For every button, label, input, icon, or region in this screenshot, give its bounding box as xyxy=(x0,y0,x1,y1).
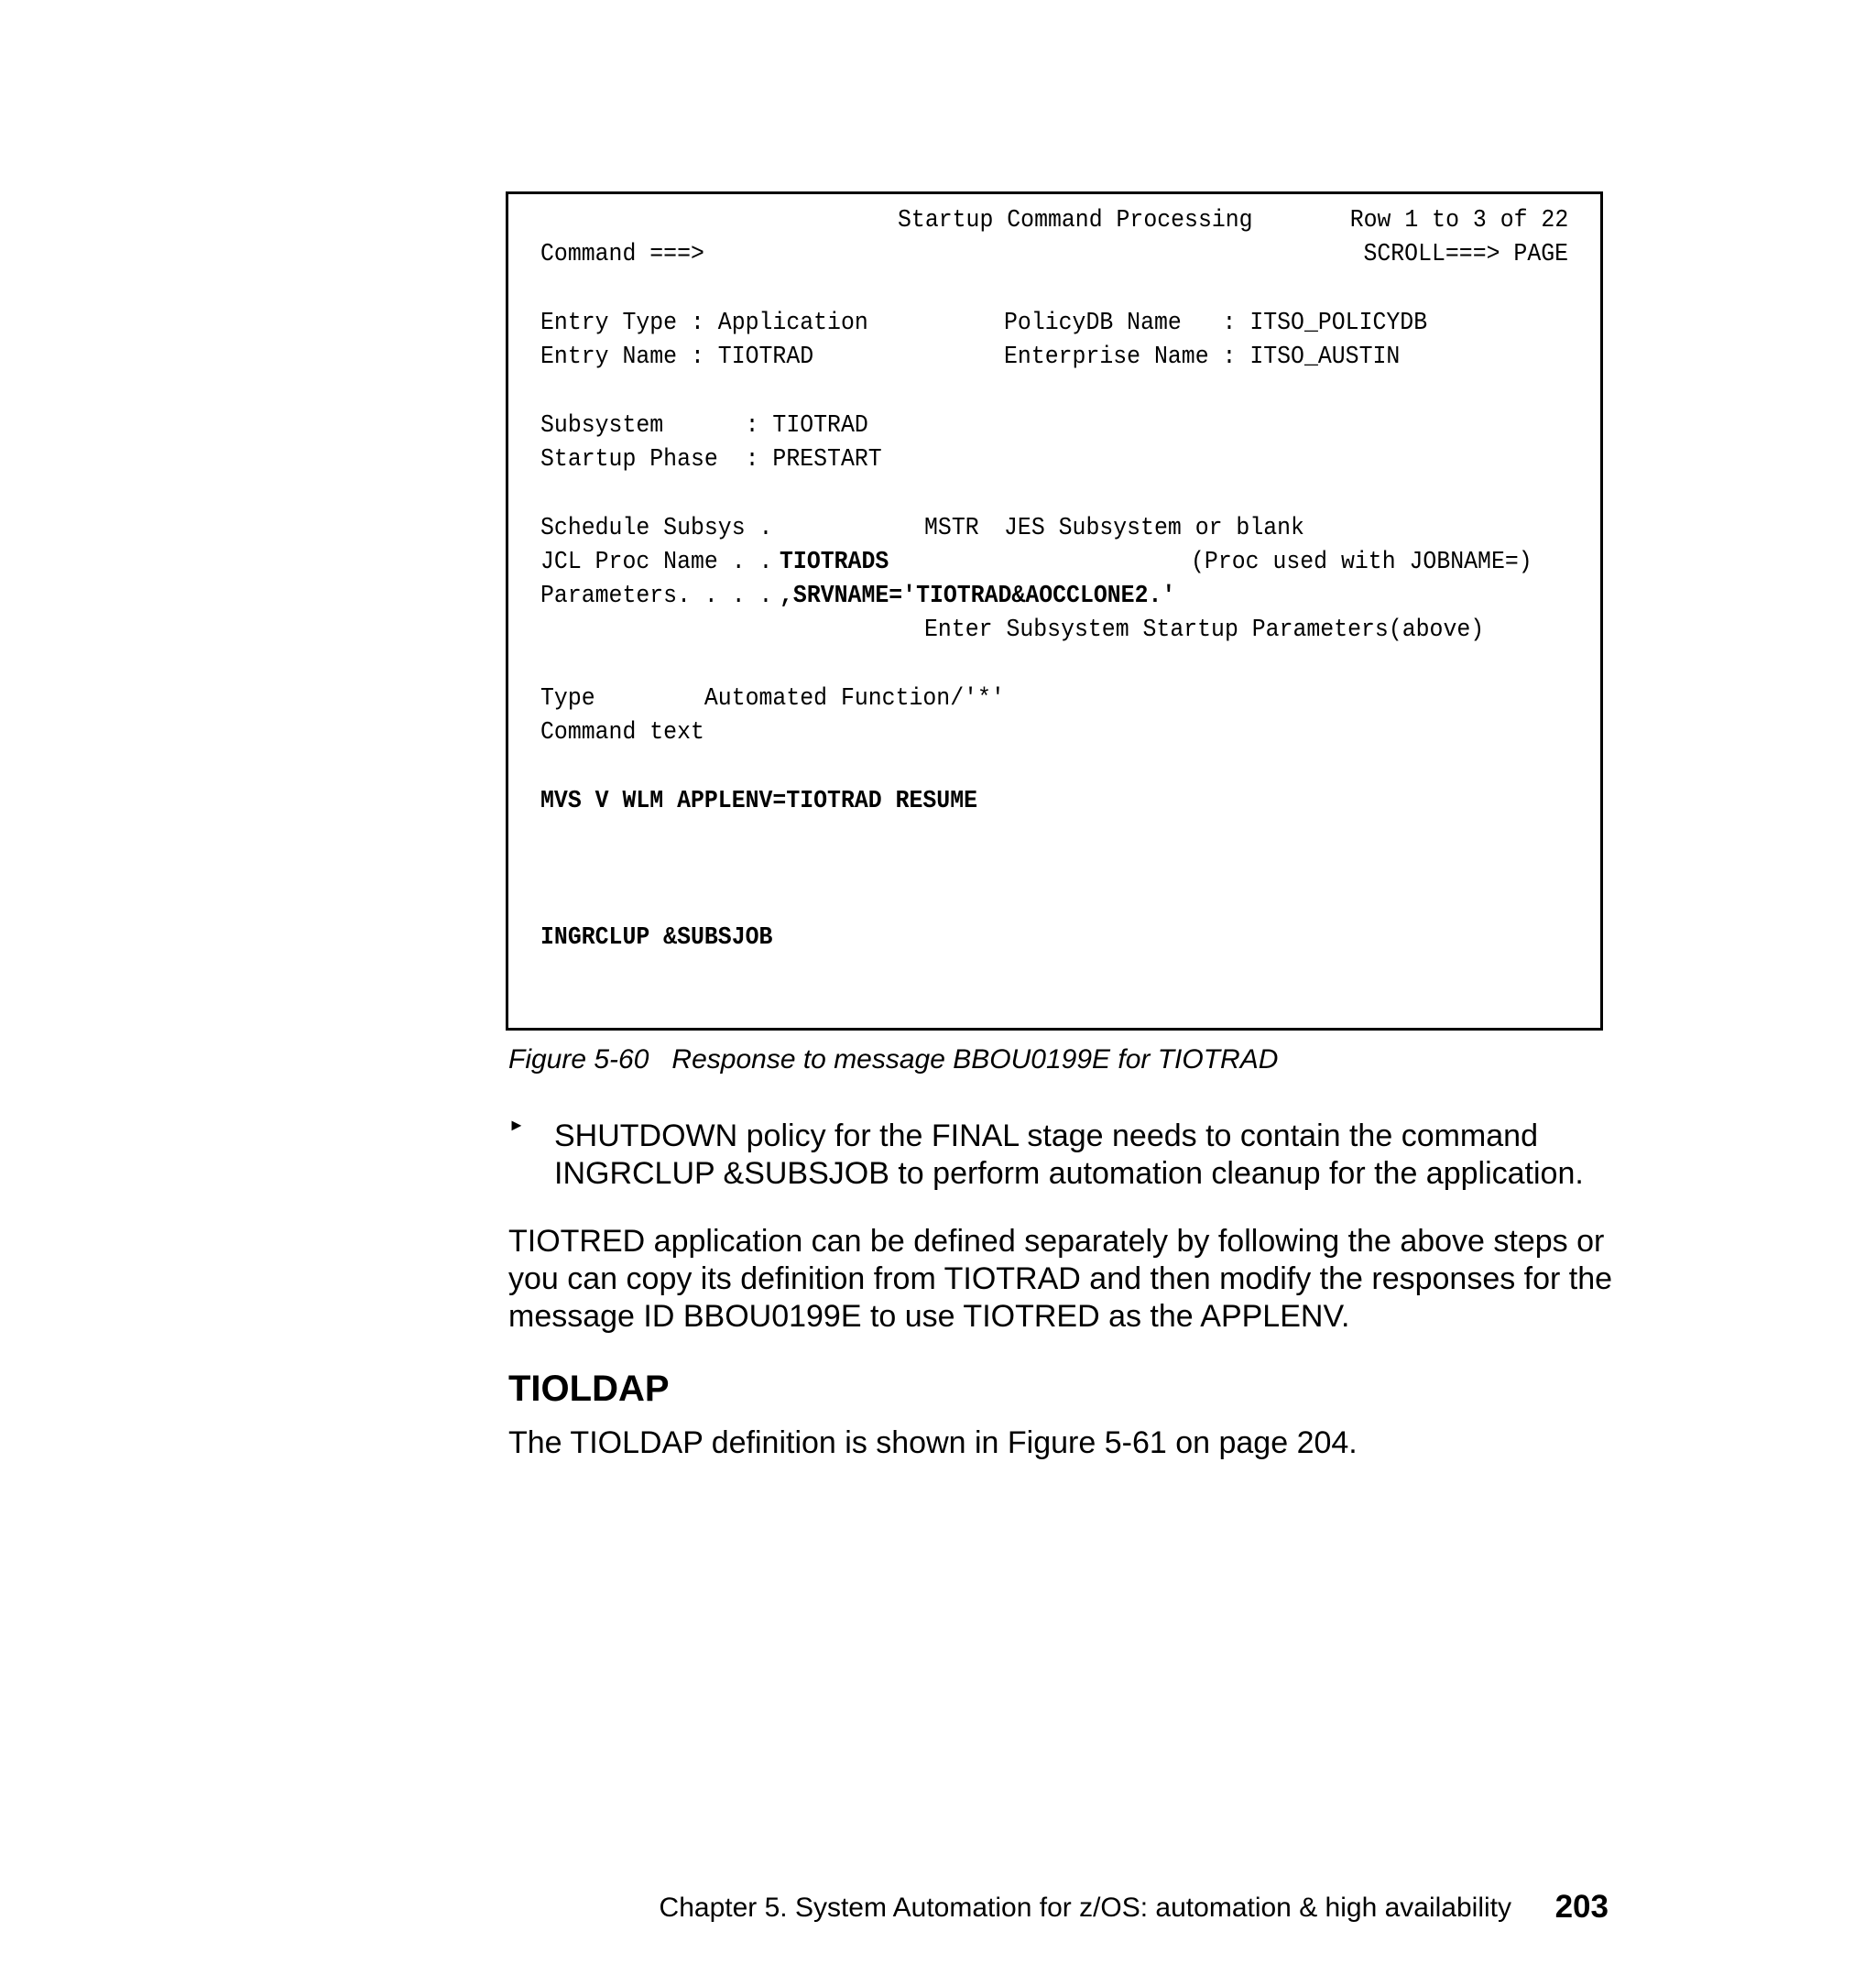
section-heading: TIOLDAP xyxy=(508,1369,670,1409)
parameters-hint: Enter Subsystem Startup Parameters(above) xyxy=(924,617,1485,644)
parameters-value: ,SRVNAME='TIOTRAD&AOCCLONE2.' xyxy=(780,583,1176,610)
screen-title: Startup Command Processing xyxy=(898,207,1253,235)
paragraph-line-3: message ID BBOU0199E to use TIOTRED as the APPLENV. xyxy=(508,1299,1350,1334)
policydb-name: PolicyDB Name : ITSO_POLICYDB xyxy=(1004,310,1428,337)
jcl-proc-hint: (Proc used with JOBNAME=) xyxy=(1191,549,1532,576)
page-number: 203 xyxy=(1554,1889,1609,1925)
section-body: The TIOLDAP definition is shown in Figure 5-61 on page 204. xyxy=(508,1425,1358,1460)
command-line-1: MVS V WLM APPLENV=TIOTRAD RESUME xyxy=(540,788,978,815)
schedule-subsys-hint: JES Subsystem or blank xyxy=(1004,515,1304,542)
schedule-subsys-label: Schedule Subsys . xyxy=(540,515,773,542)
bullet-text-line-1: SHUTDOWN policy for the FINAL stage needs to contain the command xyxy=(554,1118,1538,1153)
entry-name: Entry Name : TIOTRAD xyxy=(540,344,814,371)
command-text-header: Command text xyxy=(540,719,704,747)
entry-type: Entry Type : Application xyxy=(540,310,868,337)
enterprise-name: Enterprise Name : ITSO_AUSTIN xyxy=(1004,344,1401,371)
parameters-label: Parameters. . . . xyxy=(540,583,773,610)
figure-caption: Figure 5-60 Response to message BBOU0199E for TIOTRAD xyxy=(508,1044,1279,1075)
jcl-proc-value: TIOTRADS xyxy=(780,549,889,576)
command-label: Command ===> xyxy=(540,241,704,268)
row-info: Row 1 to 3 of 22 xyxy=(1349,207,1568,235)
startup-phase: Startup Phase : PRESTART xyxy=(540,446,882,474)
command-line-2: INGRCLUP &SUBSJOB xyxy=(540,924,773,952)
bullet-marker-icon: ► xyxy=(508,1116,525,1134)
schedule-subsys-value: MSTR xyxy=(924,515,979,542)
jcl-proc-label: JCL Proc Name . . xyxy=(540,549,773,576)
paragraph-line-1: TIOTRED application can be defined separately by following the above steps or xyxy=(508,1224,1605,1259)
footer-chapter: Chapter 5. System Automation for z/OS: automation & high availability xyxy=(659,1893,1511,1923)
scroll-setting: SCROLL===> PAGE xyxy=(1363,241,1568,268)
subsystem: Subsystem : TIOTRAD xyxy=(540,412,868,440)
bullet-text-line-2: INGRCLUP &SUBSJOB to perform automation cleanup for the application. xyxy=(554,1156,1584,1191)
type-column-header: Type Automated Function/'*' xyxy=(540,685,1005,713)
paragraph-line-2: you can copy its definition from TIOTRAD and then modify the responses for the xyxy=(508,1261,1613,1296)
